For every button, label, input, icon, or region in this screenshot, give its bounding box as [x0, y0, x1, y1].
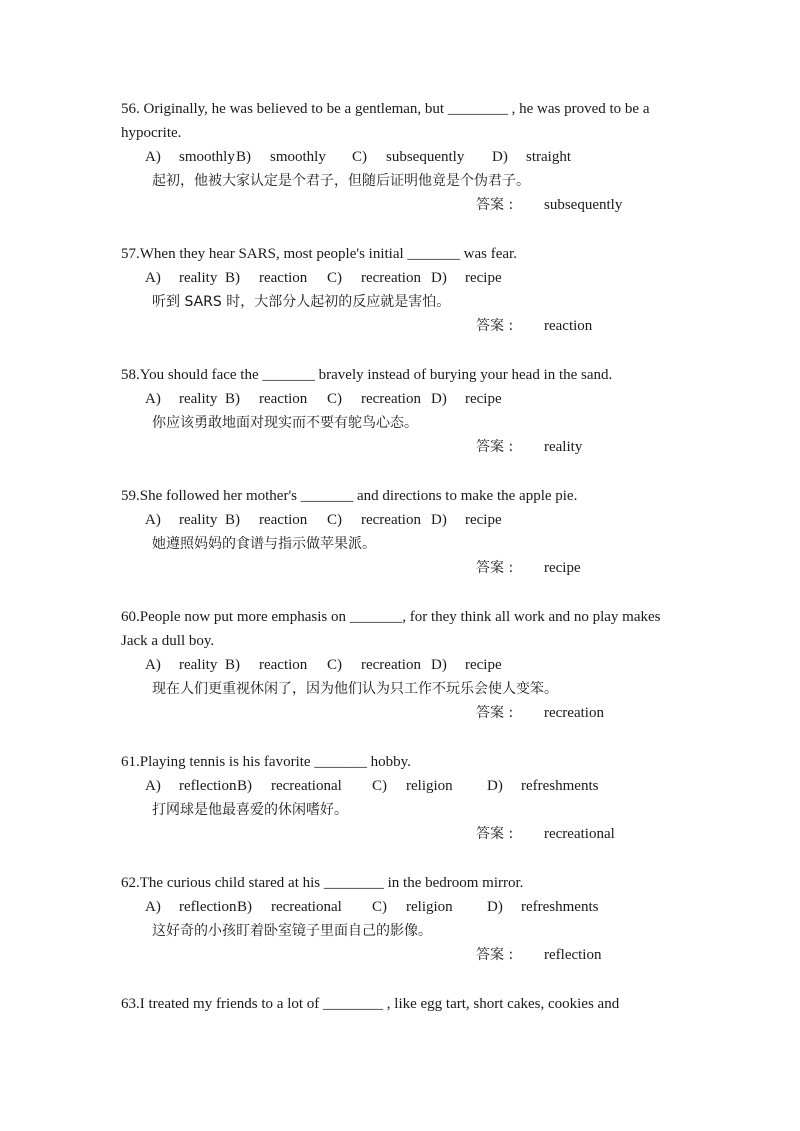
answer-line — [121, 193, 681, 217]
option-a: A) reflection — [145, 778, 237, 794]
question-61 — [121, 750, 681, 846]
question-text: 63.I treated my friends to a lot of ________ , like egg tart, short cakes, cookies and — [121, 996, 620, 1012]
options-row — [121, 387, 681, 411]
option-b: B) smoothly — [236, 149, 326, 165]
option-c: C) recreation — [327, 512, 421, 528]
answer-label: 答案 : — [476, 439, 514, 455]
answer-value: subsequently — [544, 197, 623, 213]
chinese-translation: 你应该勇敢地面对现实而不要有鸵鸟心态。 — [152, 415, 418, 431]
chinese-translation: 起初，他被大家认定是个君子，但随后证明他竟是个伪君子。 — [152, 173, 530, 189]
options-row — [121, 895, 681, 919]
options-row — [121, 145, 681, 169]
option-d: D) recipe — [431, 512, 502, 528]
question-text: 58.You should face the _______ bravely instead of burying your head in the sand. — [121, 367, 613, 383]
option-d: D) refreshments — [487, 899, 599, 915]
answer-line — [121, 556, 681, 580]
question-63 — [121, 992, 681, 1016]
question-text: 61.Playing tennis is his favorite _______ hobby. — [121, 754, 411, 770]
chinese-translation: 听到 SARS 时，大部分人起初的反应就是害怕。 — [152, 294, 451, 310]
option-d: D) straight — [492, 149, 571, 165]
answer-line — [121, 314, 681, 338]
answer-value: recreational — [544, 826, 615, 842]
option-b: B) recreational — [237, 899, 342, 915]
question-text: 56. Originally, he was believed to be a gentleman, but ________ , he was proved to be a hypocrite. — [121, 101, 650, 141]
question-57 — [121, 242, 681, 338]
option-a: A) reality — [145, 657, 218, 673]
answer-value: recipe — [544, 560, 581, 576]
option-c: C) recreation — [327, 270, 421, 286]
option-a: A) reality — [145, 391, 218, 407]
answer-value: recreation — [544, 705, 604, 721]
answer-value: reflection — [544, 947, 602, 963]
chinese-translation: 现在人们更重视休闲了，因为他们认为只工作不玩乐会使人变笨。 — [152, 681, 558, 697]
option-c: C) recreation — [327, 657, 421, 673]
options-row — [121, 508, 681, 532]
answer-label: 答案 : — [476, 947, 514, 963]
option-c: C) religion — [372, 899, 453, 915]
option-d: D) recipe — [431, 270, 502, 286]
question-text: 57.When they hear SARS, most people's initial _______ was fear. — [121, 246, 517, 262]
option-d: D) recipe — [431, 657, 502, 673]
question-text: 62.The curious child stared at his ________ in the bedroom mirror. — [121, 875, 524, 891]
answer-label: 答案 : — [476, 318, 514, 334]
chinese-translation: 打网球是他最喜爱的休闲嗜好。 — [152, 802, 348, 818]
answer-label: 答案 : — [476, 826, 514, 842]
question-56 — [121, 97, 681, 217]
option-b: B) reaction — [225, 391, 308, 407]
answer-line — [121, 701, 681, 725]
answer-line — [121, 822, 681, 846]
option-a: A) reality — [145, 270, 218, 286]
chinese-translation: 这好奇的小孩盯着卧室镜子里面自己的影像。 — [152, 923, 432, 939]
option-a: A) reality — [145, 512, 218, 528]
question-58 — [121, 363, 681, 459]
answer-line — [121, 943, 681, 967]
option-b: B) reaction — [225, 270, 308, 286]
answer-label: 答案 : — [476, 197, 514, 213]
answer-label: 答案 : — [476, 705, 514, 721]
option-d: D) refreshments — [487, 778, 599, 794]
answer-line — [121, 435, 681, 459]
options-row — [121, 266, 681, 290]
option-d: D) recipe — [431, 391, 502, 407]
question-59 — [121, 484, 681, 580]
answer-value: reaction — [544, 318, 593, 334]
question-62 — [121, 871, 681, 967]
option-c: C) religion — [372, 778, 453, 794]
options-row — [121, 653, 681, 677]
option-c: C) recreation — [327, 391, 421, 407]
answer-value: reality — [544, 439, 583, 455]
option-a: A) reflection — [145, 899, 237, 915]
answer-label: 答案 : — [476, 560, 514, 576]
chinese-translation: 她遵照妈妈的食谱与指示做苹果派。 — [152, 536, 376, 552]
option-b: B) reaction — [225, 657, 308, 673]
option-c: C) subsequently — [352, 149, 465, 165]
option-b: B) recreational — [237, 778, 342, 794]
question-text: 60.People now put more emphasis on _______, for they think all work and no play makes Jack a dull boy. — [121, 609, 661, 649]
option-a: A) smoothly — [145, 149, 235, 165]
question-text: 59.She followed her mother's _______ and directions to make the apple pie. — [121, 488, 578, 504]
option-b: B) reaction — [225, 512, 308, 528]
question-60 — [121, 605, 681, 725]
options-row — [121, 774, 681, 798]
